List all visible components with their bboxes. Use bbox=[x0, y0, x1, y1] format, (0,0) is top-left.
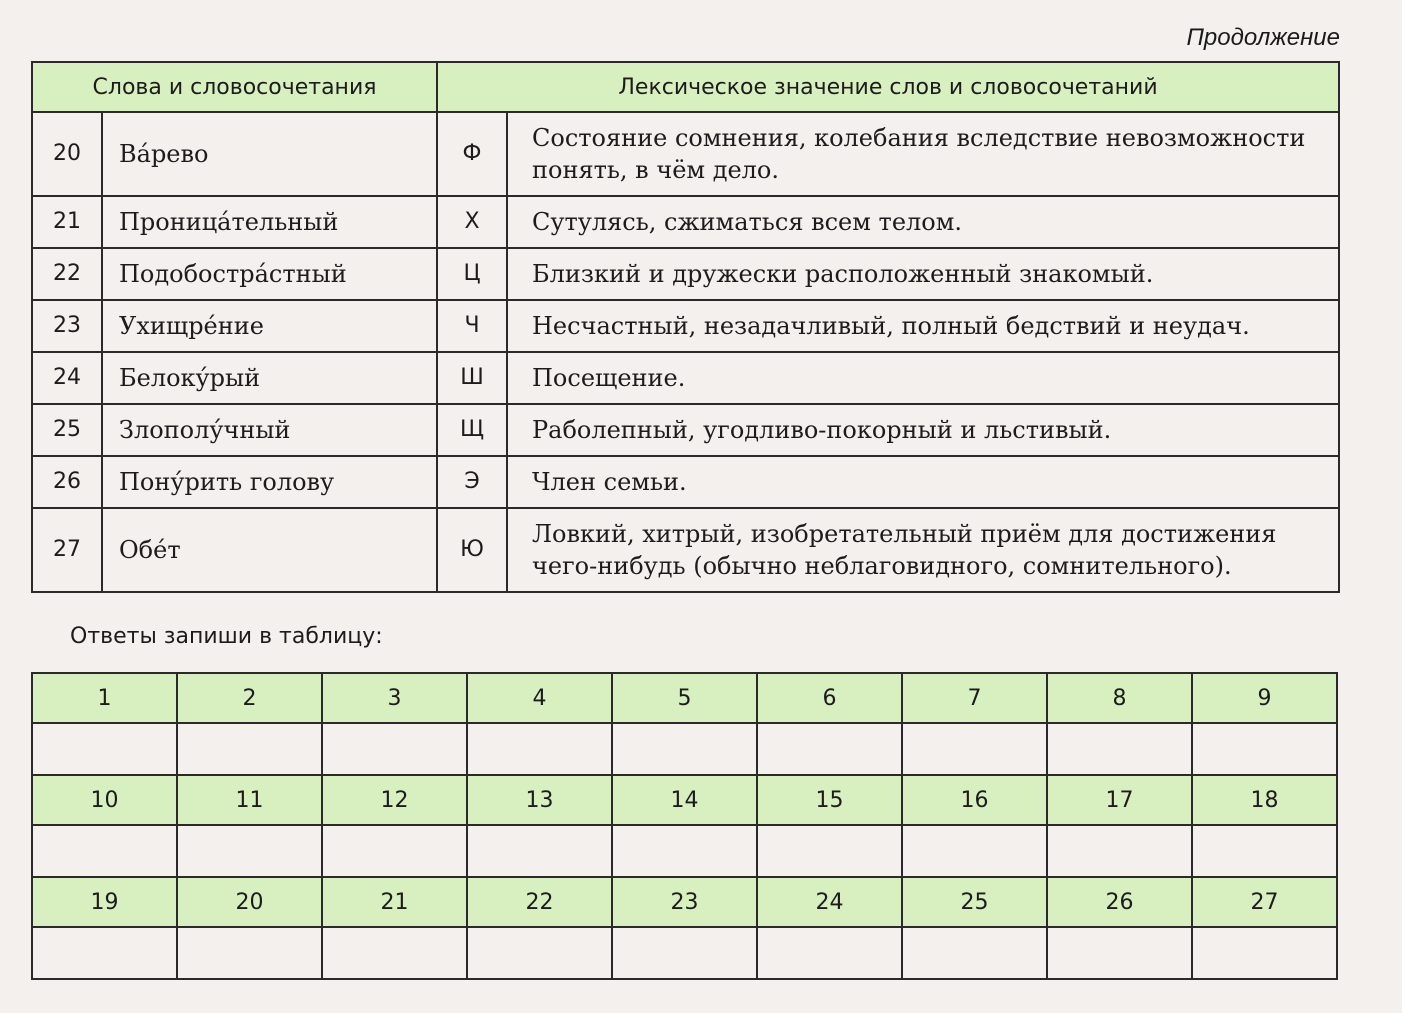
row-meaning: Член семьи. bbox=[507, 456, 1339, 508]
answer-number-cell: 23 bbox=[612, 877, 757, 927]
row-number: 27 bbox=[32, 508, 102, 592]
answer-number-cell: 14 bbox=[612, 775, 757, 825]
answer-input-cell[interactable] bbox=[902, 927, 1047, 979]
row-meaning: Состояние сомнения, колебания вследствие невозможности понять, в чём дело. bbox=[507, 112, 1339, 196]
row-number: 23 bbox=[32, 300, 102, 352]
answer-input-cell[interactable] bbox=[467, 825, 612, 877]
answer-number-cell: 26 bbox=[1047, 877, 1192, 927]
row-word: Белоку́рый bbox=[102, 352, 437, 404]
answer-input-cell[interactable] bbox=[1047, 825, 1192, 877]
answer-input-cell[interactable] bbox=[467, 927, 612, 979]
row-letter: Ш bbox=[437, 352, 507, 404]
table-row bbox=[32, 352, 1339, 404]
answer-number-cell: 1 bbox=[32, 673, 177, 723]
header-words: Слова и словосочетания bbox=[32, 62, 437, 112]
answer-number-cell: 19 bbox=[32, 877, 177, 927]
row-word: Ухищре́ние bbox=[102, 300, 437, 352]
answer-number-cell: 7 bbox=[902, 673, 1047, 723]
table-row bbox=[32, 508, 1339, 592]
answer-number-cell: 25 bbox=[902, 877, 1047, 927]
answer-input-cell[interactable] bbox=[612, 723, 757, 775]
row-number: 24 bbox=[32, 352, 102, 404]
answer-input-row bbox=[32, 723, 1337, 775]
row-letter: Щ bbox=[437, 404, 507, 456]
answer-number-cell: 27 bbox=[1192, 877, 1337, 927]
answer-input-row bbox=[32, 825, 1337, 877]
answer-input-cell[interactable] bbox=[322, 825, 467, 877]
answer-input-cell[interactable] bbox=[1192, 723, 1337, 775]
answer-input-cell[interactable] bbox=[467, 723, 612, 775]
answer-input-cell[interactable] bbox=[1192, 825, 1337, 877]
row-word: Пону́рить голову bbox=[102, 456, 437, 508]
answers-prompt: Ответы запиши в таблицу: bbox=[70, 624, 383, 649]
answer-input-cell[interactable] bbox=[757, 927, 902, 979]
answer-input-cell[interactable] bbox=[757, 723, 902, 775]
answer-number-cell: 24 bbox=[757, 877, 902, 927]
answer-input-cell[interactable] bbox=[322, 723, 467, 775]
answer-input-cell[interactable] bbox=[1047, 723, 1192, 775]
answer-input-cell[interactable] bbox=[1047, 927, 1192, 979]
table-row bbox=[32, 196, 1339, 248]
answer-number-cell: 11 bbox=[177, 775, 322, 825]
row-word: Ва́рево bbox=[102, 112, 437, 196]
continuation-label: Продолжение bbox=[1186, 24, 1340, 51]
answer-input-cell[interactable] bbox=[1192, 927, 1337, 979]
row-meaning: Сутулясь, сжиматься всем телом. bbox=[507, 196, 1339, 248]
answer-input-cell[interactable] bbox=[612, 927, 757, 979]
answer-number-cell: 22 bbox=[467, 877, 612, 927]
answer-input-cell[interactable] bbox=[32, 825, 177, 877]
answer-number-row bbox=[32, 673, 1337, 723]
row-number: 21 bbox=[32, 196, 102, 248]
row-letter: Х bbox=[437, 196, 507, 248]
table-row bbox=[32, 456, 1339, 508]
answer-input-cell[interactable] bbox=[177, 723, 322, 775]
answer-input-row bbox=[32, 927, 1337, 979]
row-meaning: Раболепный, угодливо-покорный и льстивый. bbox=[507, 404, 1339, 456]
row-number: 22 bbox=[32, 248, 102, 300]
row-word: Проница́тельный bbox=[102, 196, 437, 248]
row-meaning: Посещение. bbox=[507, 352, 1339, 404]
table-row bbox=[32, 248, 1339, 300]
answer-number-cell: 2 bbox=[177, 673, 322, 723]
answer-number-cell: 8 bbox=[1047, 673, 1192, 723]
vocabulary-table-header bbox=[32, 62, 1339, 112]
answer-number-cell: 16 bbox=[902, 775, 1047, 825]
answer-input-cell[interactable] bbox=[32, 723, 177, 775]
answer-number-cell: 20 bbox=[177, 877, 322, 927]
row-letter: Э bbox=[437, 456, 507, 508]
answer-number-cell: 18 bbox=[1192, 775, 1337, 825]
answer-number-cell: 12 bbox=[322, 775, 467, 825]
row-number: 20 bbox=[32, 112, 102, 196]
answer-input-cell[interactable] bbox=[902, 825, 1047, 877]
row-letter: Ю bbox=[437, 508, 507, 592]
answer-number-cell: 6 bbox=[757, 673, 902, 723]
answer-number-cell: 9 bbox=[1192, 673, 1337, 723]
answer-number-cell: 13 bbox=[467, 775, 612, 825]
answer-number-cell: 21 bbox=[322, 877, 467, 927]
row-word: Подобостра́стный bbox=[102, 248, 437, 300]
table-row bbox=[32, 112, 1339, 196]
table-row bbox=[32, 300, 1339, 352]
row-meaning: Несчастный, незадачливый, полный бедствий и неудач. bbox=[507, 300, 1339, 352]
answer-number-cell: 17 bbox=[1047, 775, 1192, 825]
vocabulary-table bbox=[31, 61, 1340, 593]
answers-table bbox=[31, 672, 1338, 980]
answer-number-cell: 3 bbox=[322, 673, 467, 723]
answer-input-cell[interactable] bbox=[177, 825, 322, 877]
answer-input-cell[interactable] bbox=[757, 825, 902, 877]
answer-input-cell[interactable] bbox=[612, 825, 757, 877]
answer-number-cell: 15 bbox=[757, 775, 902, 825]
row-meaning: Ловкий, хитрый, изобретательный приём для достижения чего-нибудь (обычно неблаговидного, сомнительного). bbox=[507, 508, 1339, 592]
answer-input-cell[interactable] bbox=[902, 723, 1047, 775]
row-letter: Ц bbox=[437, 248, 507, 300]
answer-number-row bbox=[32, 877, 1337, 927]
row-word: Обе́т bbox=[102, 508, 437, 592]
answer-input-cell[interactable] bbox=[177, 927, 322, 979]
row-number: 25 bbox=[32, 404, 102, 456]
answer-number-cell: 10 bbox=[32, 775, 177, 825]
answer-number-cell: 5 bbox=[612, 673, 757, 723]
answer-number-row bbox=[32, 775, 1337, 825]
row-meaning: Близкий и дружески расположенный знакомый. bbox=[507, 248, 1339, 300]
table-row bbox=[32, 404, 1339, 456]
row-letter: Ч bbox=[437, 300, 507, 352]
answer-input-cell[interactable] bbox=[32, 927, 177, 979]
header-meaning: Лексическое значение слов и словосочетаний bbox=[437, 62, 1339, 112]
row-number: 26 bbox=[32, 456, 102, 508]
answer-number-cell: 4 bbox=[467, 673, 612, 723]
row-letter: Ф bbox=[437, 112, 507, 196]
answer-input-cell[interactable] bbox=[322, 927, 467, 979]
row-word: Злополу́чный bbox=[102, 404, 437, 456]
